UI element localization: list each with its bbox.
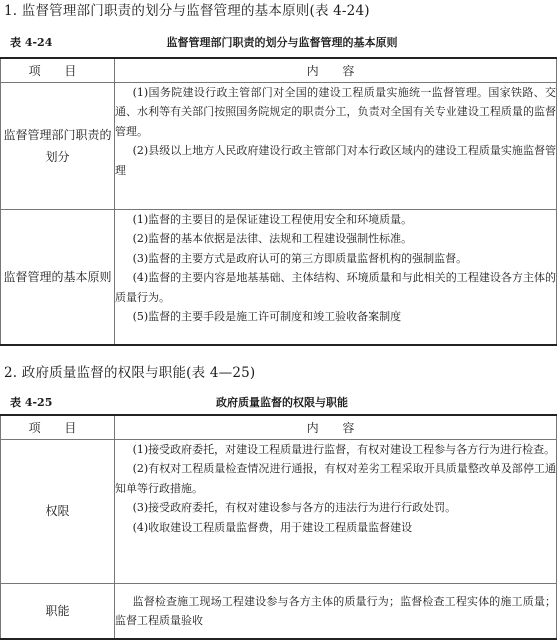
content-paragraph: (1)监督的主要目的是保证建设工程使用安全和环境质量。 xyxy=(132,212,413,226)
content-paragraph: (3)监督的主要方式是政府认可的第三方即质量监督机构的强制监督。 xyxy=(132,251,468,265)
section-heading-2: 2. 政府质量监督的权限与职能(表 4—25) xyxy=(4,365,256,381)
row-content xyxy=(115,82,557,209)
row-item-label: 职能 xyxy=(1,583,115,639)
table-number: 表 4-24 xyxy=(10,36,53,49)
row-content xyxy=(115,209,557,345)
table-title: 政府质量监督的权限与职能 xyxy=(216,396,348,409)
table-row xyxy=(1,439,557,583)
row-content xyxy=(115,583,557,639)
column-header-content: 内 容 xyxy=(115,58,557,82)
table-4-25 xyxy=(0,414,557,640)
row-content xyxy=(115,439,557,583)
content-paragraph: (4)收取建设工程质量监督费，用于建设工程质量监督建设 xyxy=(132,520,413,534)
column-header-content: 内 容 xyxy=(115,415,557,439)
table-4-24 xyxy=(0,57,557,346)
table-number: 表 4-25 xyxy=(10,396,53,409)
header-row xyxy=(1,415,557,439)
column-header-item: 项 目 xyxy=(1,415,115,439)
content-paragraph: (2)监督的基本依据是法律、法规和工程建设强制性标准。 xyxy=(132,232,413,245)
content-paragraph: (1)国务院建设行政主管部门对全国的建设工程质量实施统一监督管理。国家铁路、交通、水利等有关部门按照国务院规定的职责分工，负责对全国有关专业建设工程质量的监督管理。 xyxy=(115,85,556,138)
table-title: 监督管理部门职责的划分与监督管理的基本原则 xyxy=(166,36,398,49)
content-paragraph: 监督检查施工现场工程建设参与各方主体的质量行为；监督检查工程实体的施工质量；监督工程质量验收 xyxy=(115,594,556,627)
section-heading-1: 1. 监督管理部门职责的划分与监督管理的基本原则(表 4-24) xyxy=(4,3,370,19)
row-item-label: 监督管理部门职责的划分 xyxy=(1,82,115,209)
content-paragraph: (4)监督的主要内容是地基基础、主体结构、环境质量和与此相关的工程建设各方主体的质量行为。 xyxy=(115,271,556,304)
content-paragraph: (5)监督的主要手段是施工许可制度和竣工验收备案制度 xyxy=(132,310,402,323)
column-header-item: 项 目 xyxy=(1,58,115,82)
row-item-label: 监督管理的基本原则 xyxy=(1,209,115,345)
table-row xyxy=(1,82,557,209)
content-paragraph: (2)有权对工程质量检查情况进行通报，有权对差劣工程采取开具质量整改单及部停工通知单等行政措施。 xyxy=(115,462,556,495)
header-row xyxy=(1,58,557,82)
table-row xyxy=(1,583,557,639)
table-caption-4-24 xyxy=(8,34,556,50)
table-row xyxy=(1,209,557,345)
content-paragraph: (1)接受政府委托，对建设工程质量进行监督，有权对建设工程参与各方行为进行检查。 xyxy=(132,442,556,456)
content-paragraph: (2)县级以上地方人民政府建设行政主管部门对本行政区域内的建设工程质量实施监督管理 xyxy=(115,144,556,177)
row-item-label: 权限 xyxy=(1,439,115,583)
content-paragraph: (3)接受政府委托，有权对建设参与各方的违法行为进行行政处罚。 xyxy=(132,501,457,514)
table-caption-4-25 xyxy=(8,394,556,410)
